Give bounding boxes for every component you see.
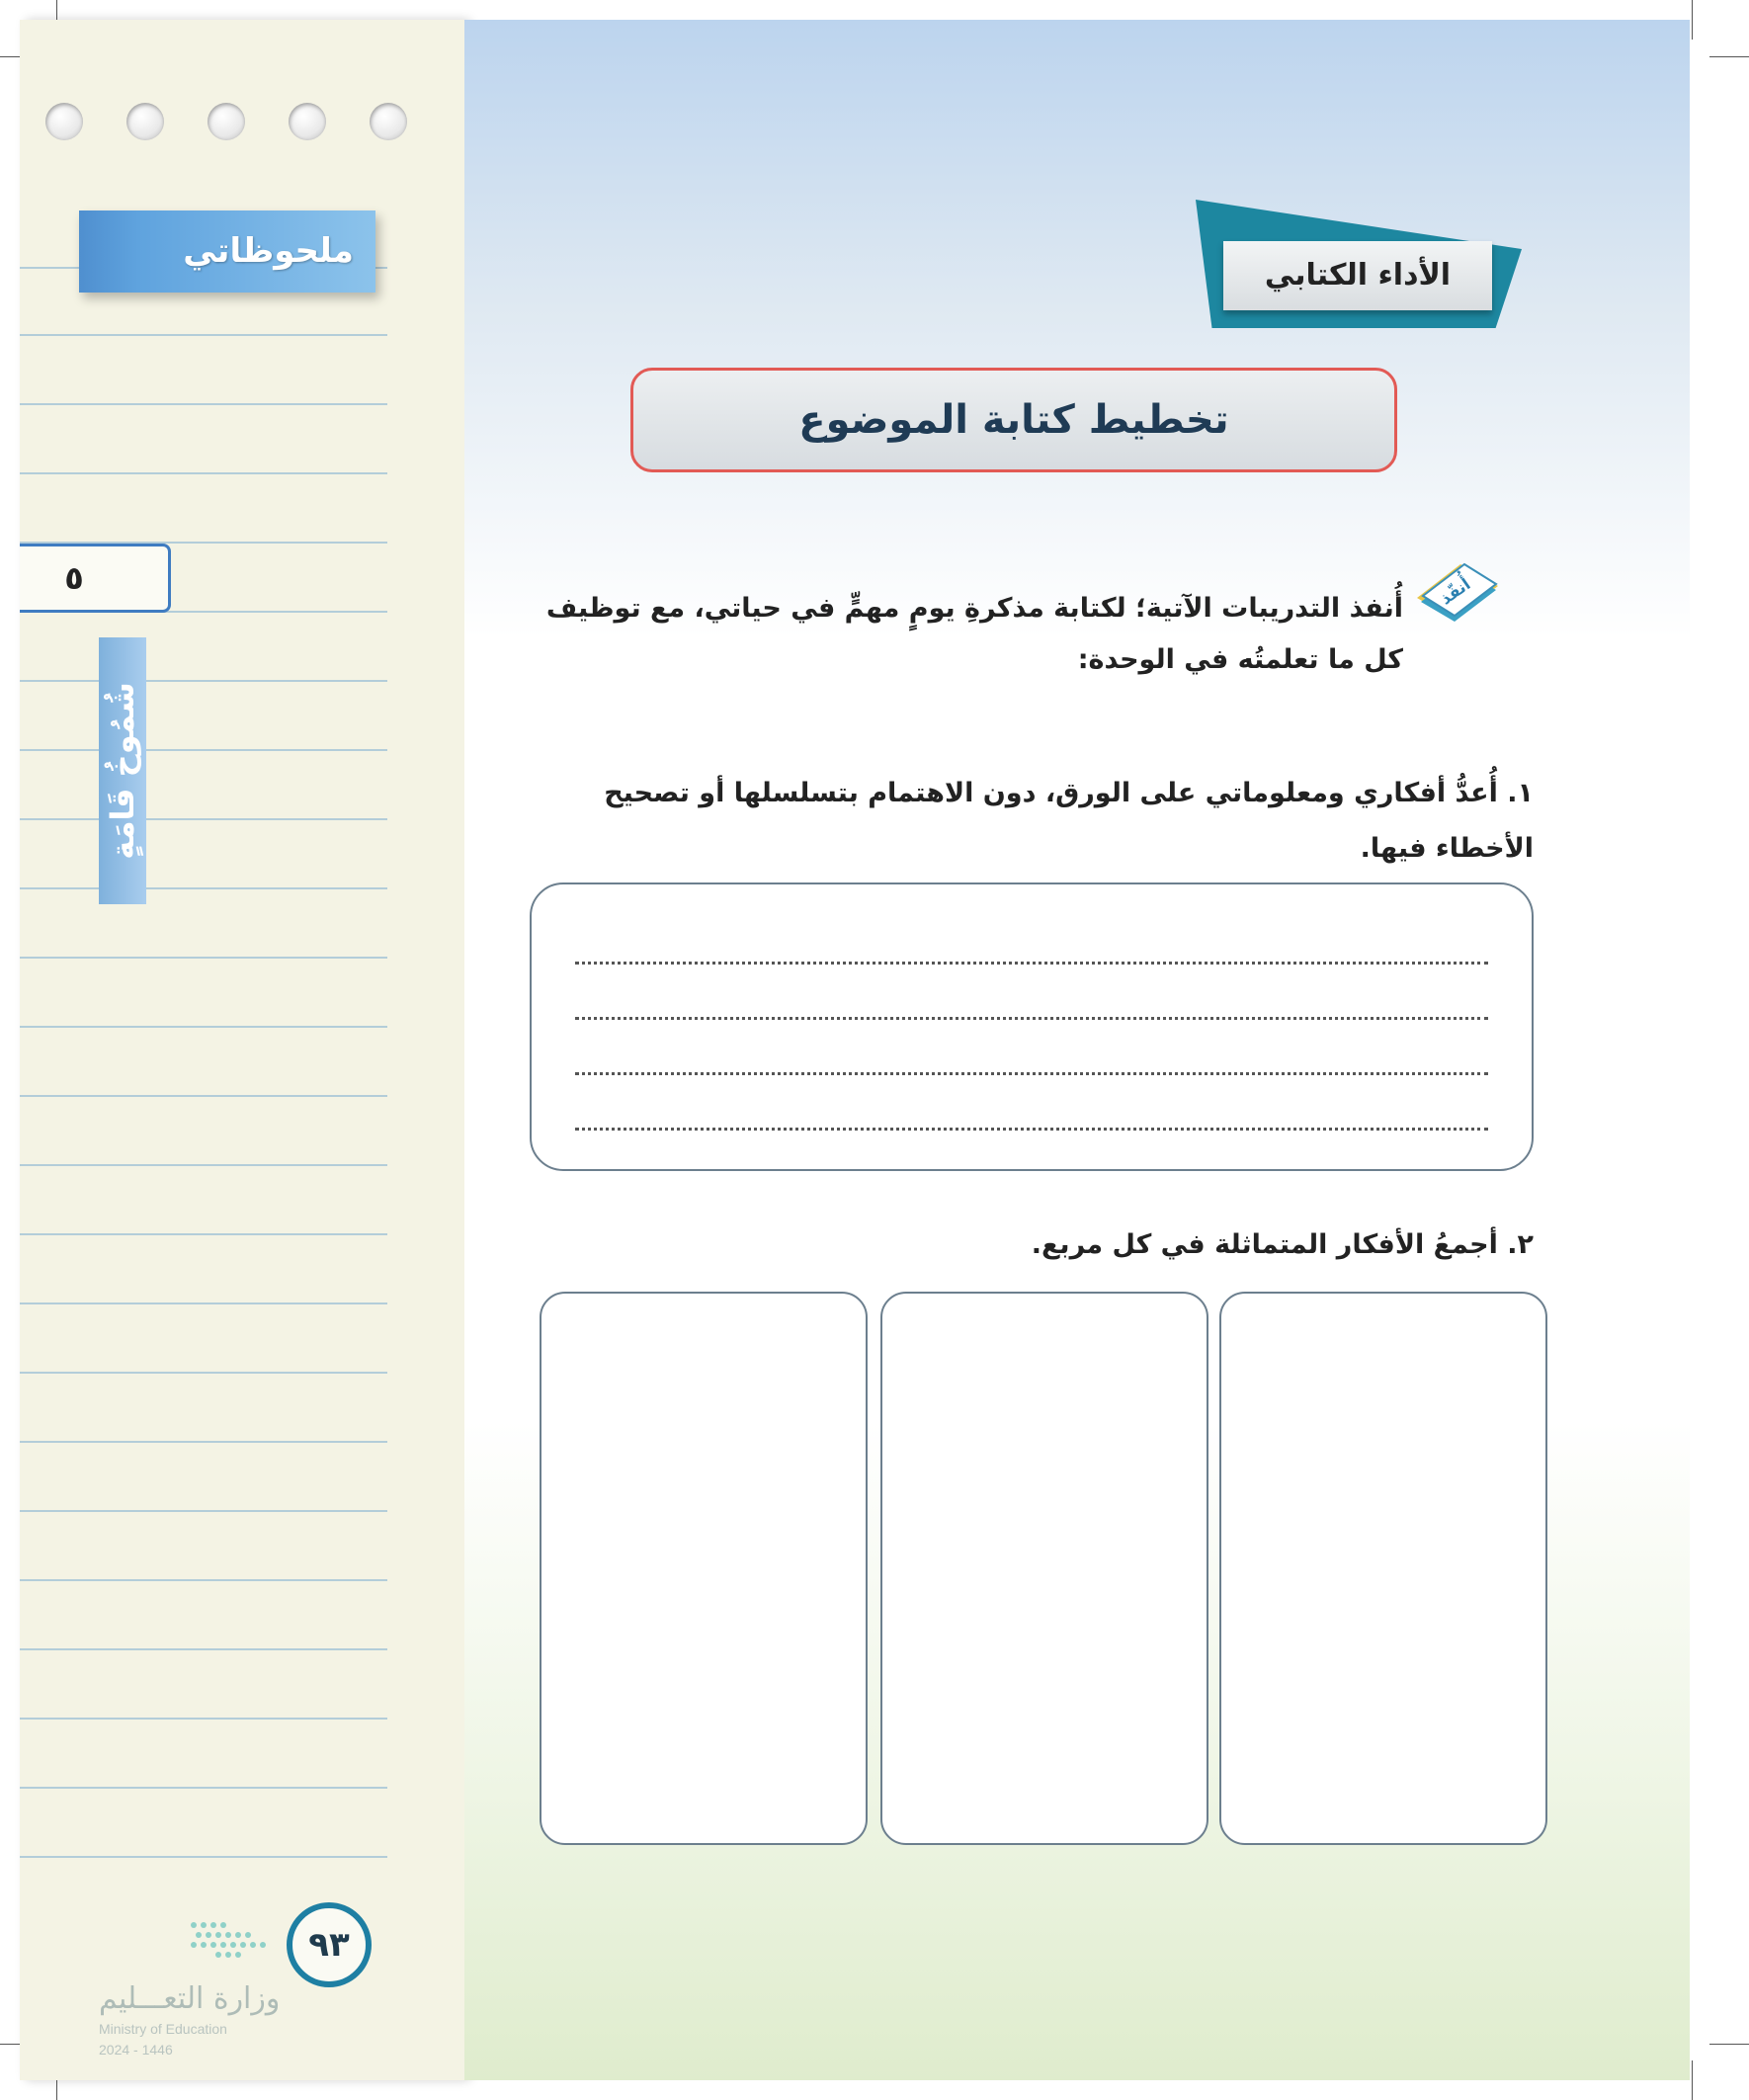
ministry-name-arabic: وزارة التعـــليم <box>99 1981 281 2016</box>
crop-mark <box>1692 2060 1693 2100</box>
note-line <box>20 1718 387 1720</box>
note-line <box>20 680 387 682</box>
crop-mark <box>1709 56 1749 57</box>
note-line <box>20 887 387 889</box>
note-line <box>20 472 387 474</box>
note-line <box>20 403 387 405</box>
lesson-title: تخطيط كتابة الموضوع <box>630 368 1397 472</box>
unit-number-box <box>20 544 171 613</box>
note-line <box>20 1372 387 1374</box>
note-line <box>20 1233 387 1235</box>
execute-badge-icon <box>1413 558 1502 637</box>
answer-line[interactable] <box>575 1017 1488 1020</box>
binder-hole <box>45 103 83 140</box>
unit-title: شُمُوخُ قَامَةٍ <box>104 682 141 860</box>
note-line <box>20 1787 387 1789</box>
note-line <box>20 749 387 751</box>
notes-label: ملحوظاتي <box>183 231 354 271</box>
answer-line[interactable] <box>575 1072 1488 1075</box>
idea-group-box-3[interactable] <box>540 1292 868 1845</box>
note-line <box>20 1164 387 1166</box>
exercise-1-answer-box[interactable] <box>530 882 1534 1171</box>
crop-mark <box>1692 0 1693 40</box>
instruction-text: أُنفذ التدريبات الآتية؛ لكتابة مذكرةِ يومٍ مهمٍّ في حياتي، مع توظيف كل ما تعلمتُه في الوحدة: <box>545 593 1403 675</box>
note-line <box>20 1441 387 1443</box>
execute-badge-label: أُنفّذ <box>1437 574 1474 609</box>
idea-group-box-2[interactable] <box>880 1292 1208 1845</box>
ministry-year: 2024 - 1446 <box>99 2042 173 2058</box>
note-line <box>20 957 387 959</box>
binder-hole <box>126 103 164 140</box>
exercise-2-prompt: ٢. أجمعُ الأفكار المتماثلة في كل مربع. <box>1031 1229 1534 1260</box>
crop-mark <box>1709 2044 1749 2045</box>
answer-line[interactable] <box>575 962 1488 965</box>
exercise-1-prompt: ١. أُعدُّ أفكاري ومعلوماتي على الورق، دون الاهتمام بتسلسلها أو تصحيح الأخطاء فيها. <box>604 778 1534 864</box>
note-line <box>20 334 387 336</box>
note-line <box>20 1648 387 1650</box>
note-line <box>20 818 387 820</box>
binder-hole <box>289 103 326 140</box>
ministry-logo-icon <box>188 1919 287 1959</box>
note-line <box>20 1856 387 1858</box>
page-number: ٩٣ <box>287 1902 372 1987</box>
idea-group-box-1[interactable] <box>1219 1292 1547 1845</box>
note-line <box>20 1579 387 1581</box>
worksheet-page <box>464 20 1690 2080</box>
note-line <box>20 1510 387 1512</box>
unit-title-strip <box>99 637 146 904</box>
answer-line[interactable] <box>575 1128 1488 1131</box>
notes-sidebar <box>20 20 464 2080</box>
unit-number: ٥ <box>64 559 84 597</box>
binder-hole <box>208 103 245 140</box>
note-line <box>20 1302 387 1304</box>
section-label: الأداء الكتابي <box>1223 241 1492 310</box>
notes-tab <box>79 210 375 293</box>
section-banner <box>1196 200 1522 328</box>
ministry-name-english: Ministry of Education <box>99 2021 227 2037</box>
note-line <box>20 1095 387 1097</box>
note-line <box>20 1026 387 1028</box>
binder-hole <box>370 103 407 140</box>
